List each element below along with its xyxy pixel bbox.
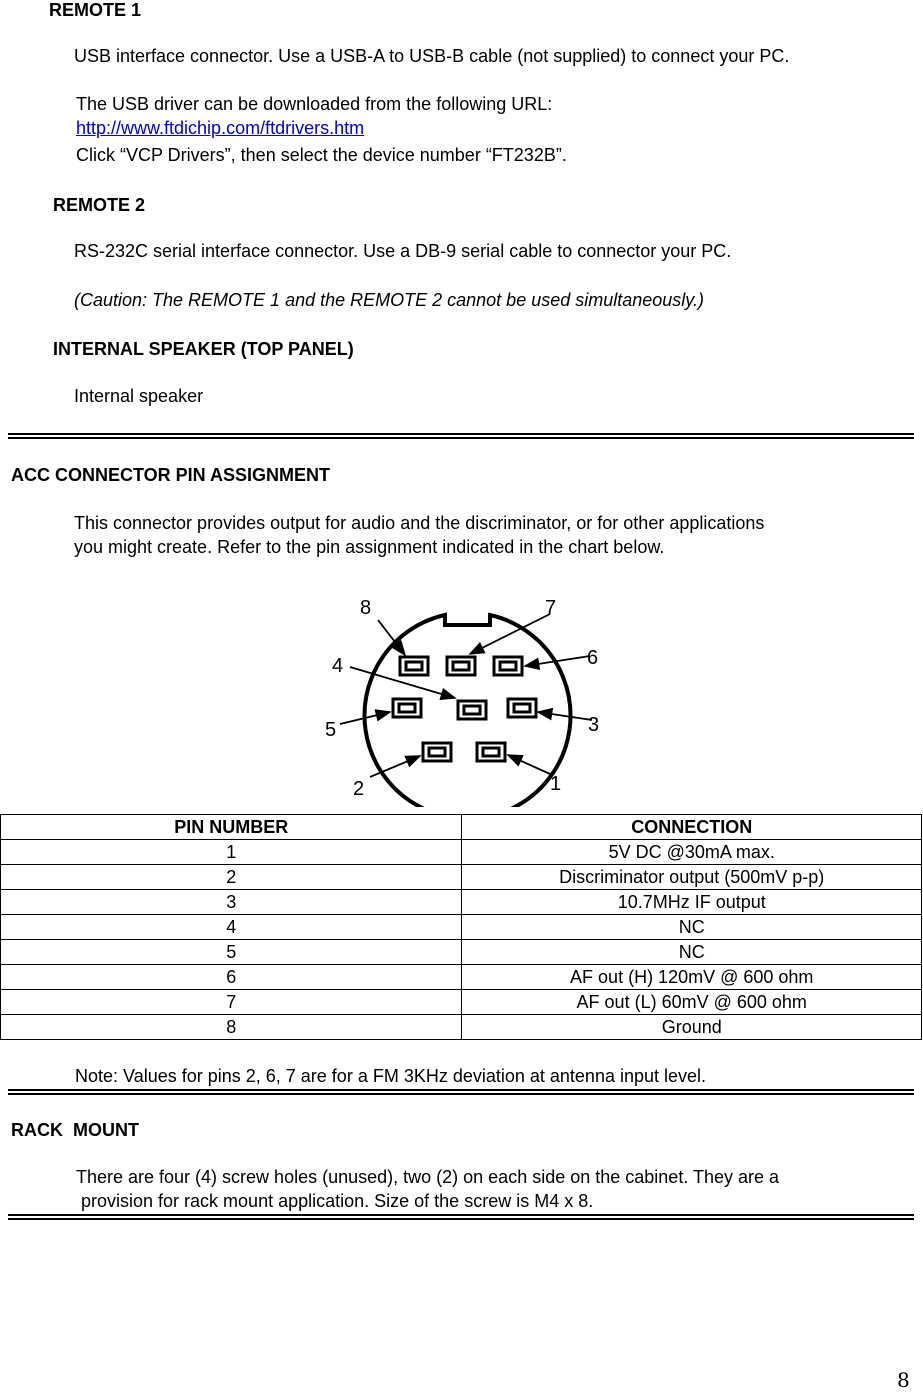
header-pin-number: PIN NUMBER xyxy=(1,815,462,840)
pin-cell: 3 xyxy=(1,890,462,915)
pin-table-note: Note: Values for pins 2, 6, 7 are for a FM 3KHz deviation at antenna input level. xyxy=(75,1066,707,1086)
pin-7 xyxy=(447,657,475,675)
pin-cell: 2 xyxy=(1,865,462,890)
table-row xyxy=(1,915,922,940)
acc-line2: you might create. Refer to the pin assignment indicated in the chart below. xyxy=(74,537,665,557)
ftdi-driver-link[interactable]: http://www.ftdichip.com/ftdrivers.htm xyxy=(76,118,365,138)
rack-line2: provision for rack mount application. Size of the screw is M4 x 8. xyxy=(81,1191,594,1211)
diagram-label-6: 6 xyxy=(587,647,599,669)
table-row xyxy=(1,965,922,990)
pin-cell: 6 xyxy=(1,965,462,990)
pin-5 xyxy=(393,699,421,717)
connection-cell: NC xyxy=(462,915,922,940)
connection-cell: AF out (H) 120mV @ 600 ohm xyxy=(462,965,922,990)
rack-heading: RACK MOUNT xyxy=(11,1120,139,1140)
pin-assignment-table xyxy=(0,814,922,1040)
pin-1 xyxy=(477,743,505,761)
diagram-label-2: 2 xyxy=(353,778,365,800)
diagram-label-4: 4 xyxy=(332,655,344,677)
connection-cell: 10.7MHz IF output xyxy=(462,890,922,915)
section-divider xyxy=(8,1089,914,1095)
diagram-label-7: 7 xyxy=(545,597,557,619)
pin-4 xyxy=(458,701,486,719)
header-connection: CONNECTION xyxy=(462,815,922,840)
remote1-line3: Click “VCP Drivers”, then select the device number “FT232B”. xyxy=(76,145,567,165)
speaker-text: Internal speaker xyxy=(74,386,204,406)
table-row xyxy=(1,865,922,890)
pin-6 xyxy=(494,657,522,675)
pin-3 xyxy=(508,699,536,717)
diagram-label-3: 3 xyxy=(588,714,600,736)
acc-connector-diagram xyxy=(310,592,610,807)
remote1-heading: REMOTE 1 xyxy=(49,0,142,20)
table-row xyxy=(1,990,922,1015)
rack-line1: There are four (4) screw holes (unused), two (2) on each side on the cabinet. They are a xyxy=(76,1167,780,1187)
pin-8 xyxy=(400,657,428,675)
pin-cell: 5 xyxy=(1,940,462,965)
table-row xyxy=(1,940,922,965)
remote2-line1: RS-232C serial interface connector. Use a DB-9 serial cable to connector your PC. xyxy=(74,241,732,261)
section-divider xyxy=(8,433,914,439)
table-header-row xyxy=(1,815,922,840)
pin-cell: 4 xyxy=(1,915,462,940)
table-row xyxy=(1,1015,922,1040)
section-divider xyxy=(8,1214,914,1220)
remote1-line2: The USB driver can be downloaded from the following URL: xyxy=(76,94,553,114)
table-row xyxy=(1,890,922,915)
diagram-label-1: 1 xyxy=(550,773,562,795)
pin-2 xyxy=(423,743,451,761)
page-number: 8 xyxy=(897,1368,910,1392)
connection-cell: AF out (L) 60mV @ 600 ohm xyxy=(462,990,922,1015)
connection-cell: 5V DC @30mA max. xyxy=(462,840,922,865)
acc-heading: ACC CONNECTOR PIN ASSIGNMENT xyxy=(11,465,331,485)
remote1-line1: USB interface connector. Use a USB-A to USB-B cable (not supplied) to connect your PC. xyxy=(74,46,790,66)
remote2-caution: (Caution: The REMOTE 1 and the REMOTE 2 cannot be used simultaneously.) xyxy=(74,290,704,310)
table-row xyxy=(1,840,922,865)
pin-cell: 7 xyxy=(1,990,462,1015)
pin-cell: 1 xyxy=(1,840,462,865)
diagram-label-8: 8 xyxy=(360,597,372,619)
connection-cell: Discriminator output (500mV p-p) xyxy=(462,865,922,890)
acc-line1: This connector provides output for audio and the discriminator, or for other applications xyxy=(74,513,765,533)
diagram-label-5: 5 xyxy=(325,719,337,741)
connection-cell: Ground xyxy=(462,1015,922,1040)
remote2-heading: REMOTE 2 xyxy=(53,195,146,215)
pin-cell: 8 xyxy=(1,1015,462,1040)
speaker-heading: INTERNAL SPEAKER (TOP PANEL) xyxy=(53,339,354,359)
connection-cell: NC xyxy=(462,940,922,965)
